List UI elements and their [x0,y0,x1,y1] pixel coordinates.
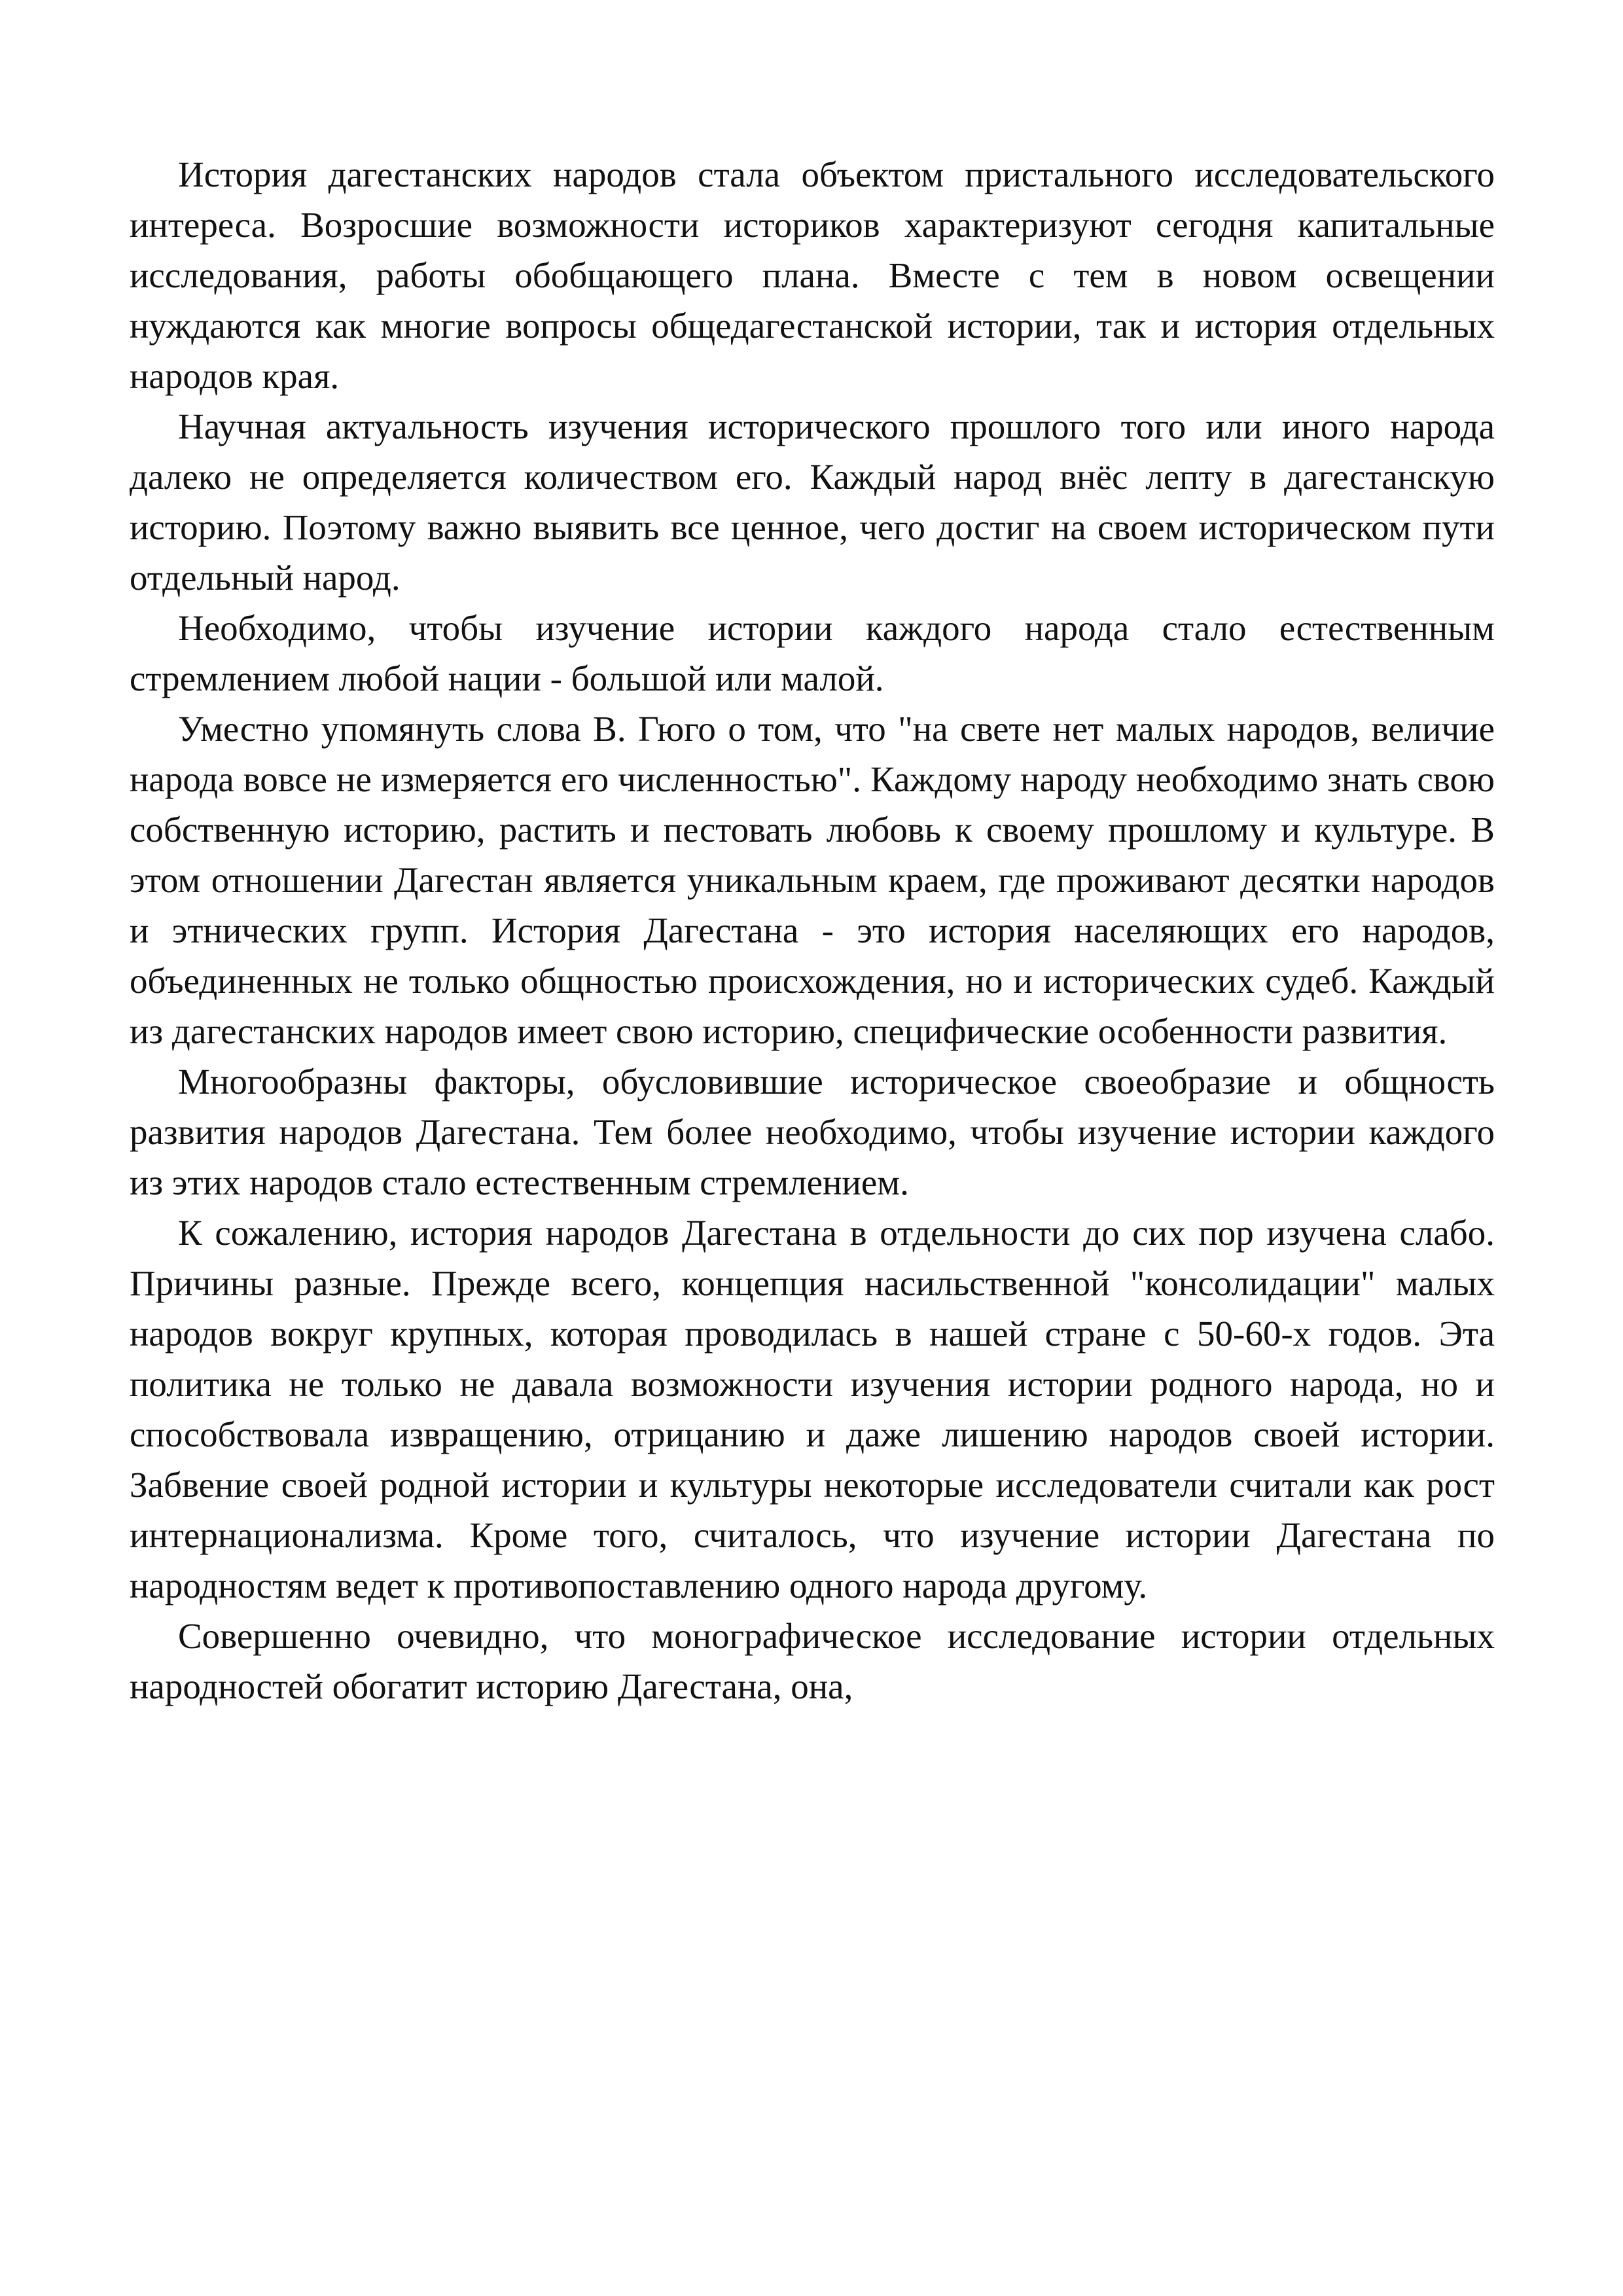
paragraph-2: Научная актуальность изучения исторического прошлого того или иного народа далеко не определяется количеством его. Каждый народ внёс лепту в дагестанскую историю. Поэтому важно выявить все ценное, чего достиг на своем историческом пути отдельный народ. [130,406,1495,598]
paragraph-6: К сожалению, история народов Дагестана в отдельности до сих пор изучена слабо. Причины разные. Прежде всего, концепция насильственной "консолидации" малых народов вокруг крупных, которая проводилась в нашей стране с 50-60-х годов. Эта политика не только не давала возможности изучения истории родного народа, но и способствовала извращению, отрицанию и даже лишению народов своей истории. Забвение своей родной истории и культуры некоторые исследователи считали как рост интернационализма. Кроме того, считалось, что изучение истории Дагестана по народностям ведет к противопоставлению одного народа другому. [130,1213,1495,1605]
body-text [130,149,1495,1712]
paragraph-1: История дагестанских народов стала объектом пристального исследовательского интереса. Возросшие возможности историков характеризуют сегодня капитальные исследования, работы обобщающего плана. Вместе с тем в новом освещении нуждаются как многие вопросы общедагестанской истории, так и история отдельных народов края. [130,154,1495,396]
paragraph-4: Уместно упомянуть слова В. Гюго о том, что "на свете нет малых народов, величие народа вовсе не измеряется его численностью". Каждому народу необходимо знать свою собственную историю, растить и пестовать любовь к своему прошлому и культуре. В этом отношении Дагестан является уникальным краем, где проживают десятки народов и этнических групп. История Дагестана - это история населяющих его народов, объединенных не только общностью происхождения, но и исторических судеб. Каждый из дагестанских народов имеет свою историю, специфические особенности развития. [130,709,1495,1051]
paragraph-3: Необходимо, чтобы изучение истории каждого народа стало естественным стремлением любой нации - большой или малой. [130,608,1495,698]
paragraph-5: Многообразны факторы, обусловившие историческое своеобразие и общность развития народов Дагестана. Тем более необходимо, чтобы изучение истории каждого из этих народов стало естественным стремлением. [130,1062,1495,1202]
paragraph-7: Совершенно очевидно, что монографическое исследование истории отдельных народностей обогатит историю Дагестана, она, [130,1616,1495,1706]
